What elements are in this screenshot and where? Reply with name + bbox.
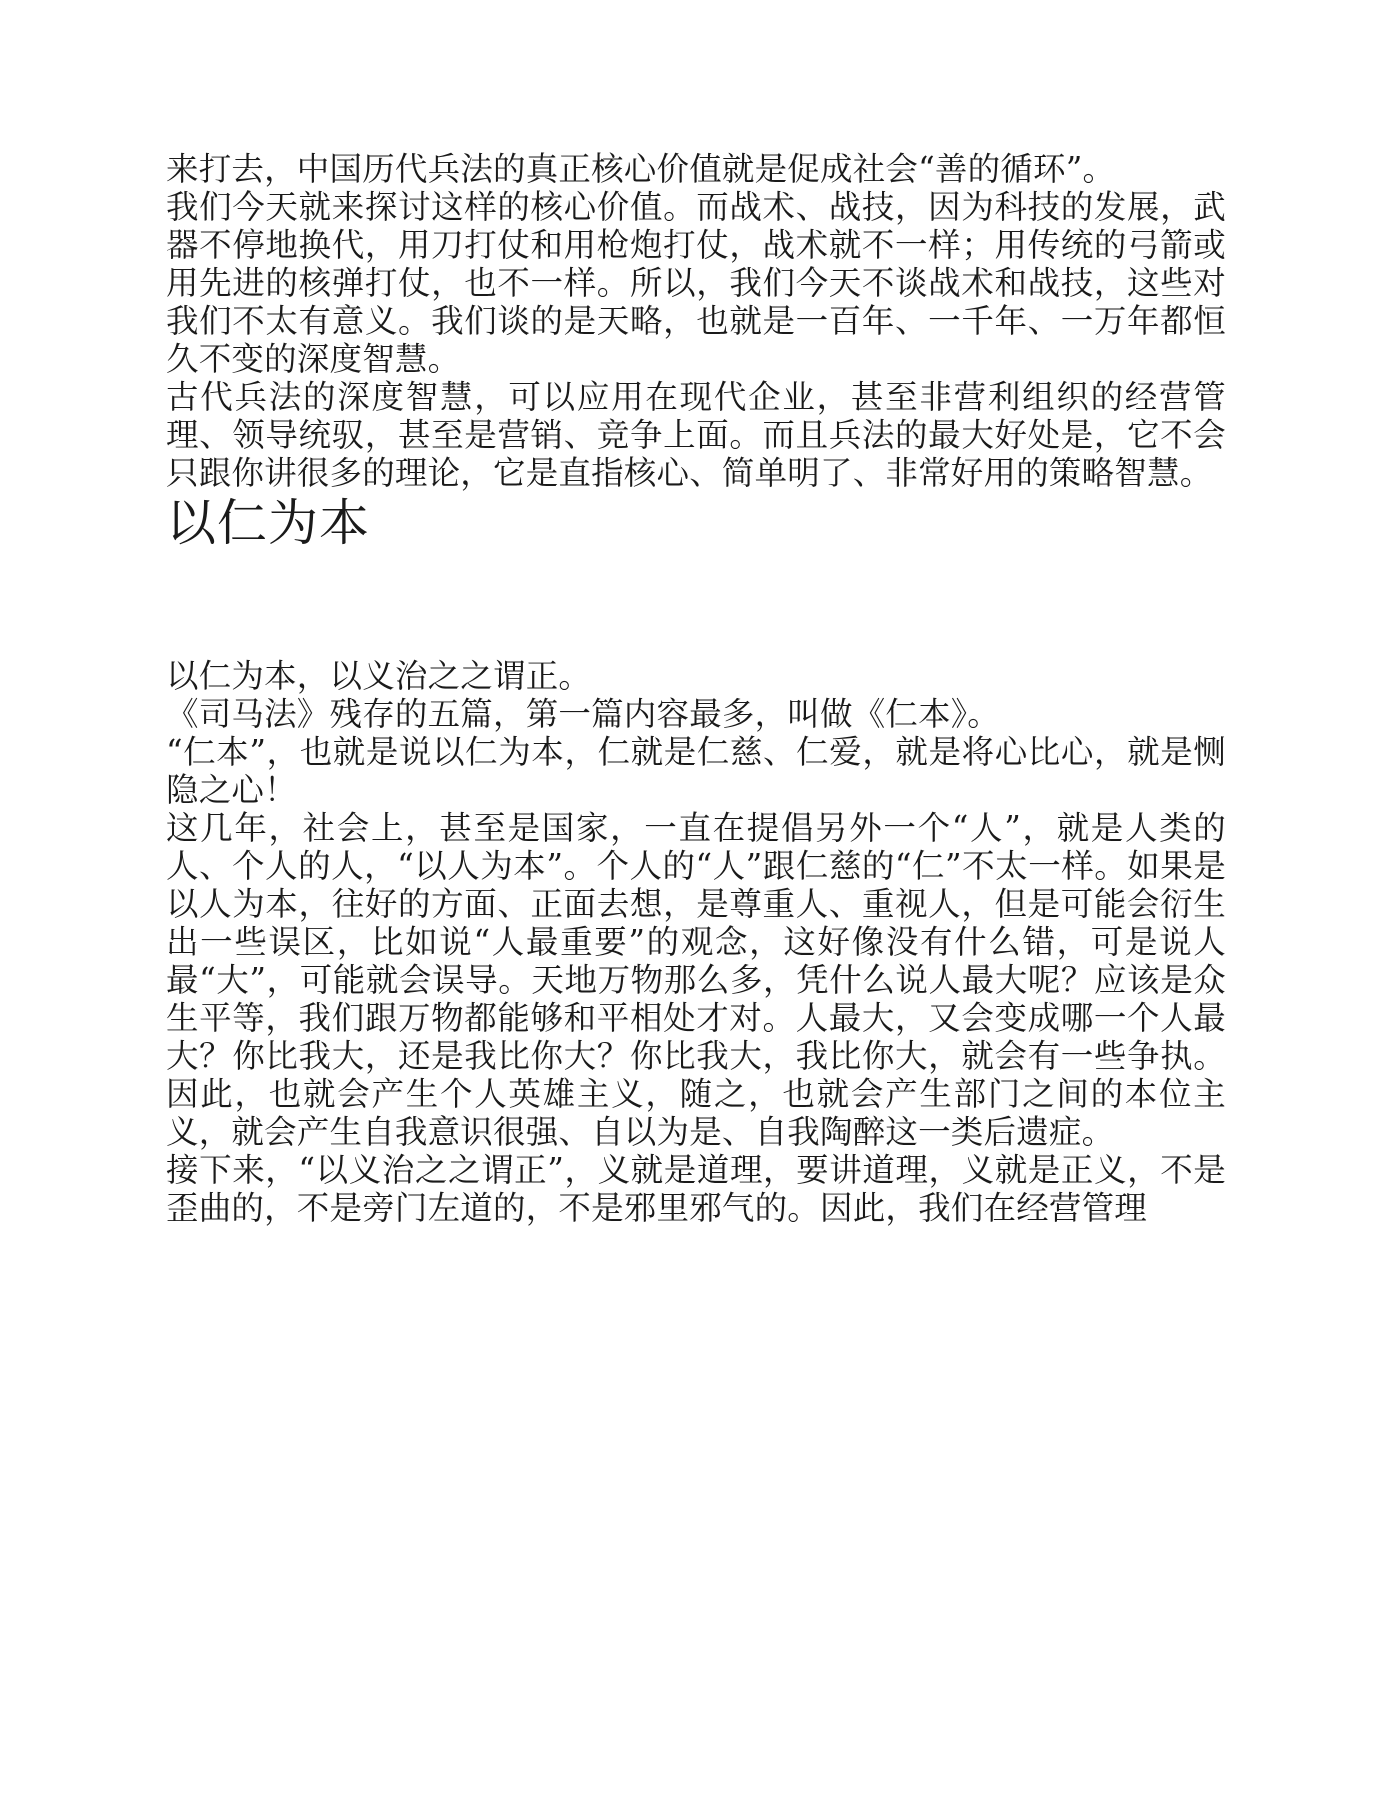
paragraph: “仁本”，也就是说以仁为本，仁就是仁慈、仁爱，就是将心比心，就是恻隐之心！	[166, 733, 1226, 809]
paragraph: 《司马法》残存的五篇，第一篇内容最多，叫做《仁本》。	[166, 695, 1000, 733]
paragraph: 来打去，中国历代兵法的真正核心价值就是促成社会“善的循环”。	[166, 150, 1116, 188]
paragraph: 这几年，社会上，甚至是国家，一直在提倡另外一个“人”，就是人类的人、个人的人，“以人为本”。个人的“人”跟仁慈的“仁”不太一样。如果是以人为本，往好的方面、正面去想，是尊重人、重视人，但是可能会衍生出一些误区，比如说“人最重要”的观念，这好像没有什么错，可是说人最“大”，可能就会误导。天地万物那么多，凭什么说人最大呢？应该是众生平等，我们跟万物都能够和平相处才对。人最大，又会变成哪一个人最大？你比我大，还是我比你大？你比我大，我比你大，就会有一些争执。因此，也就会产生个人英雄主义，随之，也就会产生部门之间的本位主义，就会产生自我意识很强、自以为是、自我陶醉这一类后遗症。	[166, 809, 1226, 1151]
paragraph: 我们今天就来探讨这样的核心价值。而战术、战技，因为科技的发展，武器不停地换代，用刀打仗和用枪炮打仗，战术就不一样；用传统的弓箭或用先进的核弹打仗，也不一样。所以，我们今天不谈战术和战技，这些对我们不太有意义。我们谈的是天略，也就是一百年、一千年、一万年都恒久不变的深度智慧。	[166, 188, 1226, 378]
paragraph: 接下来，“以义治之之谓正”，义就是道理，要讲道理，义就是正义，不是歪曲的，不是旁门左道的，不是邪里邪气的。因此，我们在经营管理	[166, 1151, 1226, 1227]
document-body	[166, 150, 1226, 1227]
section-heading: 以仁为本	[166, 494, 370, 552]
paragraph: 以仁为本，以义治之之谓正。	[166, 657, 592, 695]
paragraph: 古代兵法的深度智慧，可以应用在现代企业，甚至非营利组织的经营管理、领导统驭，甚至是营销、竞争上面。而且兵法的最大好处是，它不会只跟你讲很多的理论，它是直指核心、简单明了、非常好用的策略智慧。	[166, 378, 1226, 492]
